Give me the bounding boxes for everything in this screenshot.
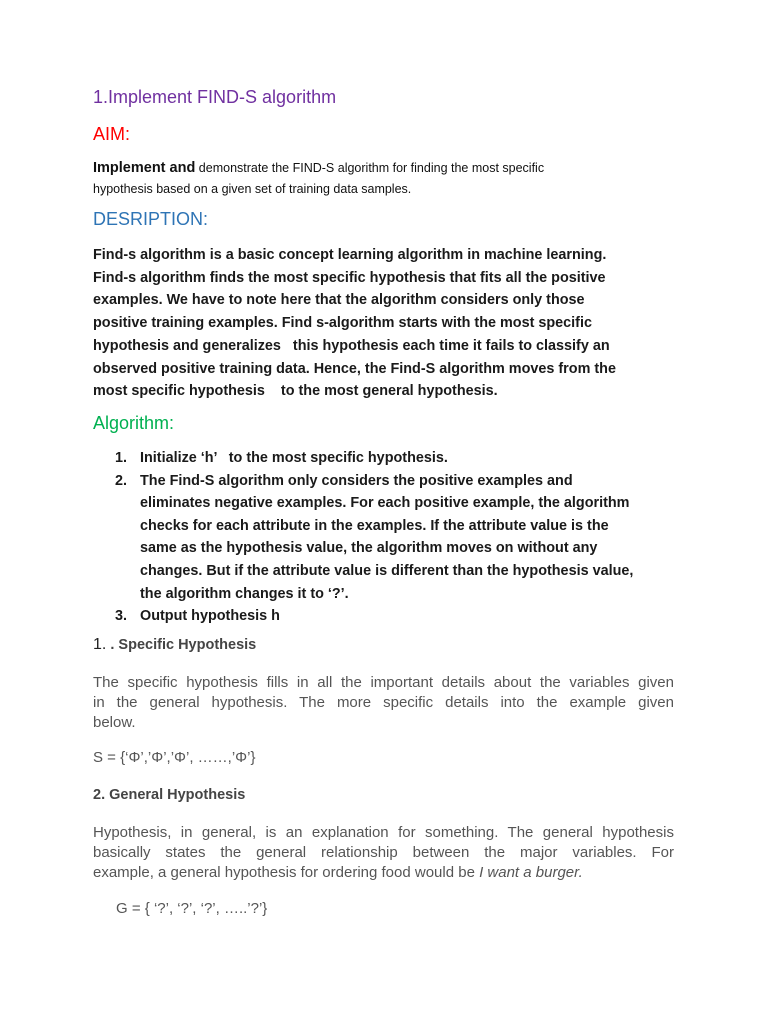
- general-hypothesis-formula: G = { ‘?’, ‘?’, ‘?’, …..’?’}: [116, 900, 268, 917]
- general-line: basically states the general relationship between the major variables. For: [93, 844, 674, 861]
- specific-line: The specific hypothesis fills in all the important details about the variables given: [93, 674, 674, 691]
- algorithm-steps: [93, 447, 683, 628]
- step-line: changes. But if the attribute value is different than the hypothesis value,: [140, 562, 634, 579]
- step-number: 3.: [115, 608, 128, 625]
- description-line: observed positive training data. Hence, the Find-S algorithm moves from the: [93, 360, 616, 377]
- algorithm-heading: Algorithm:: [93, 413, 175, 433]
- aim-text-line2: hypothesis based on a given set of training data samples.: [93, 182, 412, 196]
- page-title: 1.Implement FIND-S algorithm: [93, 87, 337, 107]
- step-number: 1.: [115, 450, 128, 466]
- step-line: checks for each attribute in the examples. If the attribute value is the: [140, 517, 609, 534]
- aim-text: [93, 158, 653, 200]
- description-heading: DESRIPTION:: [93, 209, 209, 229]
- step-line: eliminates negative examples. For each positive example, the algorithm: [140, 495, 630, 512]
- step-line: The Find-S algorithm only considers the positive examples and: [140, 472, 573, 489]
- specific-hypothesis-formula: S = {‘Φ’,’Φ’,’Φ’, ……,’Φ’}: [93, 749, 256, 766]
- algorithm-step-2: [93, 470, 683, 606]
- description-text: [93, 244, 668, 403]
- step-line: Output hypothesis h: [140, 608, 280, 625]
- step-line: Initialize ‘h’ to the most specific hypothesis.: [140, 450, 448, 466]
- aim-heading: AIM:: [93, 124, 131, 144]
- description-line: hypothesis and generalizes this hypothesis each time it fails to classify an: [93, 337, 610, 354]
- specific-line: in the general hypothesis. The more specific details into the example given: [93, 694, 674, 711]
- step-line: the algorithm changes it to ‘?’.: [140, 585, 349, 602]
- specific-hypothesis-heading: [93, 636, 256, 654]
- step-number: 2.: [115, 472, 128, 489]
- specific-heading-text: . Specific Hypothesis: [106, 637, 257, 653]
- algorithm-step-3: [93, 605, 683, 628]
- general-line3-plain: example, a general hypothesis for ordering food would be: [93, 864, 480, 881]
- description-line: examples. We have to note here that the algorithm considers only those: [93, 292, 585, 309]
- aim-lead: Implement and: [93, 160, 196, 176]
- algorithm-step-1: [93, 447, 683, 470]
- general-line3-italic: I want a burger.: [479, 864, 583, 881]
- description-line: Find-s algorithm finds the most specific hypothesis that fits all the positive: [93, 269, 606, 286]
- description-line: positive training examples. Find s-algorithm starts with the most specific: [93, 315, 592, 332]
- step-line: same as the hypothesis value, the algorithm moves on without any: [140, 540, 598, 557]
- description-line: most specific hypothesis to the most general hypothesis.: [93, 383, 498, 400]
- general-line: Hypothesis, in general, is an explanation for something. The general hypothesis: [93, 824, 674, 841]
- aim-text-line1: demonstrate the FIND-S algorithm for finding the most specific: [195, 161, 545, 175]
- general-line: [93, 863, 674, 883]
- specific-line: below.: [93, 714, 136, 731]
- specific-number: 1.: [93, 636, 107, 653]
- general-hypothesis-heading: 2. General Hypothesis: [93, 787, 246, 803]
- description-line: Find-s algorithm is a basic concept learning algorithm in machine learning.: [93, 247, 607, 263]
- general-hypothesis-text: [93, 823, 674, 883]
- specific-hypothesis-text: [93, 673, 674, 733]
